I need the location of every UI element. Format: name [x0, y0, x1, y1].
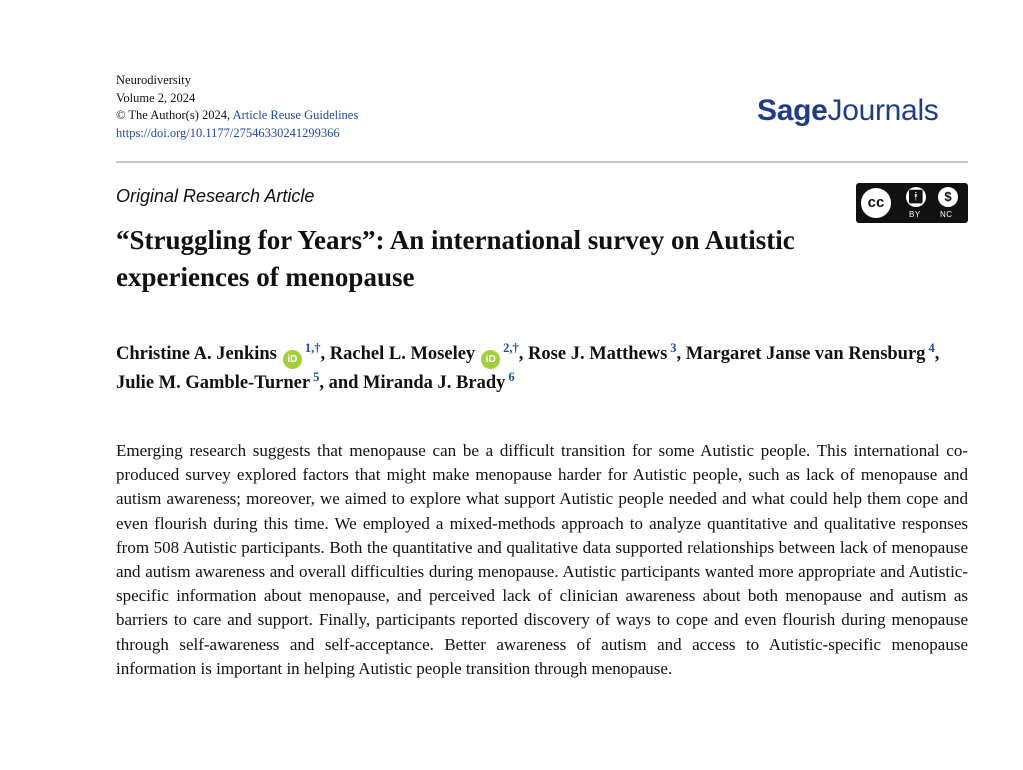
nc-label: NC: [940, 210, 953, 219]
article-reuse-link[interactable]: Article Reuse Guidelines: [232, 108, 359, 122]
author-separator: ,: [676, 344, 686, 364]
copyright-line: [116, 107, 358, 125]
orcid-icon[interactable]: iD: [283, 350, 302, 369]
orcid-icon[interactable]: iD: [481, 350, 500, 369]
affiliation-marker[interactable]: 6: [508, 370, 515, 384]
author-name[interactable]: Christine A. Jenkins: [116, 344, 277, 364]
author-name[interactable]: Miranda J. Brady: [363, 373, 506, 393]
author-list: [116, 340, 976, 398]
doi-link[interactable]: https://doi.org/10.1177/27546330241299366: [116, 125, 340, 140]
article-title: “Struggling for Years”: An international survey on Autistic experiences of menopause: [116, 225, 795, 292]
attribution-icon: 🚹︎: [906, 187, 926, 207]
author-separator: ,: [518, 344, 529, 364]
by-label: BY: [909, 210, 921, 219]
affiliation-marker[interactable]: 4: [928, 341, 935, 355]
article-metadata: [116, 72, 358, 142]
copyright-text: © The Author(s) 2024,: [116, 108, 233, 122]
affiliation-marker[interactable]: 5: [313, 370, 320, 384]
affiliation-marker[interactable]: 3: [670, 341, 677, 355]
author-separator: ,: [320, 344, 330, 364]
logo-sage: Sage: [757, 94, 828, 127]
abstract: Emerging research suggests that menopause can be a difficult transition for some Autistic people. This international co-produced survey explored factors that might make menopause harder for Autistic people, such as lack of menopause and autism awareness; moreover, we aimed to explore what support Autistic people needed and what could help them cope and even flourish during this time. We employed a mixed-methods approach to analyze quantitative and qualitative responses from 508 Autistic participants. Both the quantitative and qualitative data supported relationships between lack of menopause and autism awareness and overall difficulties during menopause. Autistic participants wanted more appropriate and Autistic-specific information about menopause, and perceived lack of clinician awareness about both menopause and autism as barriers to care and support. Finally, participants reported discovery of ways to cope and even flourish during menopause through self-awareness and self-acceptance. Better awareness of autism and access to Autistic-specific menopause information is important in helping Autistic people transition through menopause.: [116, 441, 968, 678]
affiliation-marker[interactable]: 2,†: [503, 341, 519, 355]
header-divider: [116, 161, 968, 163]
creative-commons-icon: cc: [859, 186, 893, 220]
author-name[interactable]: Margaret Janse van Rensburg: [685, 344, 926, 364]
affiliation-marker[interactable]: 1,†: [304, 341, 321, 355]
cc-by-nc-license-badge[interactable]: [856, 183, 968, 223]
noncommercial-icon: $: [938, 187, 958, 207]
sage-journals-logo[interactable]: [757, 94, 939, 128]
author-separator: , and: [319, 373, 364, 393]
author-name[interactable]: Rose J. Matthews: [528, 344, 668, 364]
author-separator: ,: [934, 344, 940, 364]
volume-year: Volume 2, 2024: [116, 90, 196, 105]
author-name[interactable]: Julie M. Gamble-Turner: [116, 373, 311, 393]
article-type: Original Research Article: [116, 186, 315, 206]
author-name[interactable]: Rachel L. Moseley: [329, 344, 476, 364]
journal-name: Neurodiversity: [116, 73, 191, 87]
logo-journals: Journals: [827, 94, 939, 127]
